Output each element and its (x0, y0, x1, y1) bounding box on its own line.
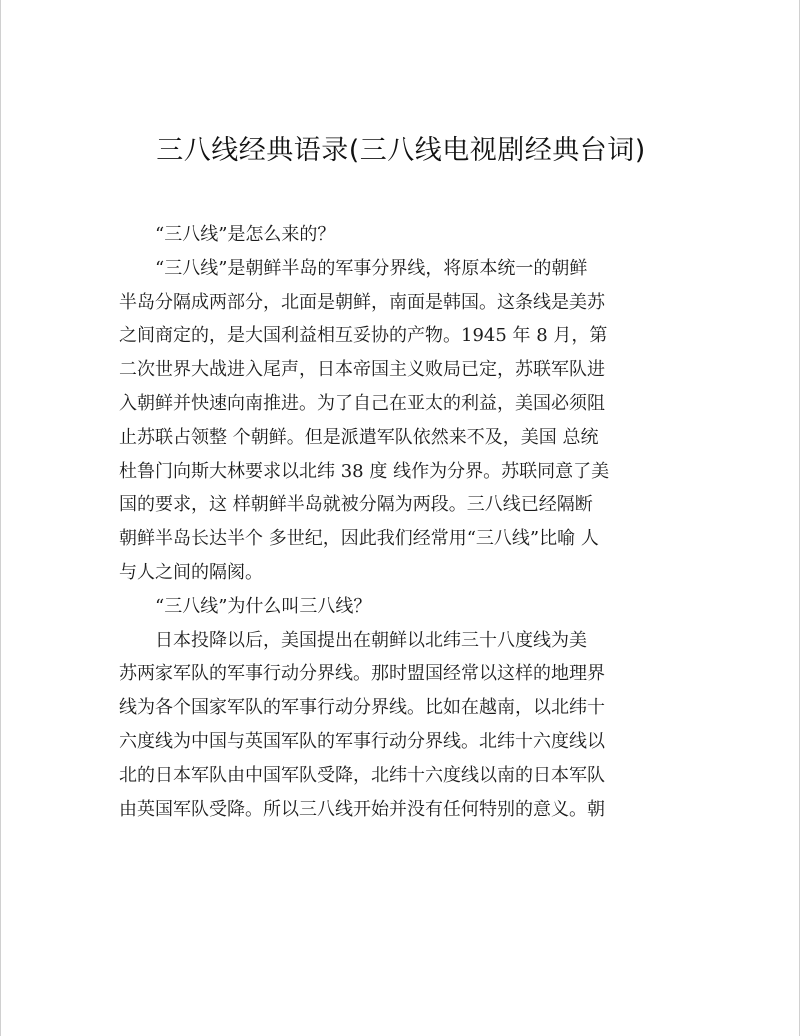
text-line: 六度线为中国与英国军队的军事行动分界线。北纬十六度线以 (119, 730, 605, 752)
text-line: 朝鲜半岛长达半个 多世纪，因此我们经常用“三八线”比喻 人 (119, 528, 599, 550)
text-line: 杜鲁门向斯大林要求以北纬 38 度 线作为分界。苏联同意了美 (119, 460, 610, 482)
text-line: “三八线”是朝鲜半岛的军事分界线，将原本统一的朝鲜 (119, 257, 588, 279)
text-line: “三八线”为什么叫三八线？ (119, 595, 372, 617)
text-line: 日本投降以后，美国提出在朝鲜以北纬三十八度线为美 (119, 629, 587, 651)
text-line: 半岛分隔成两部分，北面是朝鲜，南面是韩国。这条线是美苏 (119, 291, 605, 313)
text-line: 止苏联占领整 个朝鲜。但是派遣军队依然来不及，美国 总统 (119, 426, 599, 448)
text-line: 与人之间的隔阂。 (119, 561, 263, 583)
text-line: 北的日本军队由中国军队受降，北纬十六度线以南的日本军队 (119, 764, 605, 786)
text-line: 国的要求，这 样朝鲜半岛就被分隔为两段。三八线已经隔断 (119, 494, 593, 516)
text-line: “三八线”是怎么来的？ (119, 224, 336, 245)
text-line: 二次世界大战进入尾声，日本帝国主义败局已定，苏联军队进 (119, 359, 605, 381)
text-line: 苏两家军队的军事行动分界线。那时盟国经常以这样的地理界 (119, 663, 605, 685)
text-line: 之间商定的，是大国利益相互妥协的产物。1945 年 8 月，第 (119, 325, 608, 347)
document-body (119, 218, 689, 826)
page-title: 三八线经典语录(三八线电视剧经典台词) (156, 135, 646, 166)
text-line: 线为各个国家军队的军事行动分界线。比如在越南，以北纬十 (119, 697, 605, 719)
text-line: 由英国军队受降。所以三八线开始并没有任何特别的意义。朝 (119, 798, 605, 820)
text-line: 入朝鲜并快速向南推进。为了自己在亚太的利益，美国必须阻 (119, 392, 605, 414)
